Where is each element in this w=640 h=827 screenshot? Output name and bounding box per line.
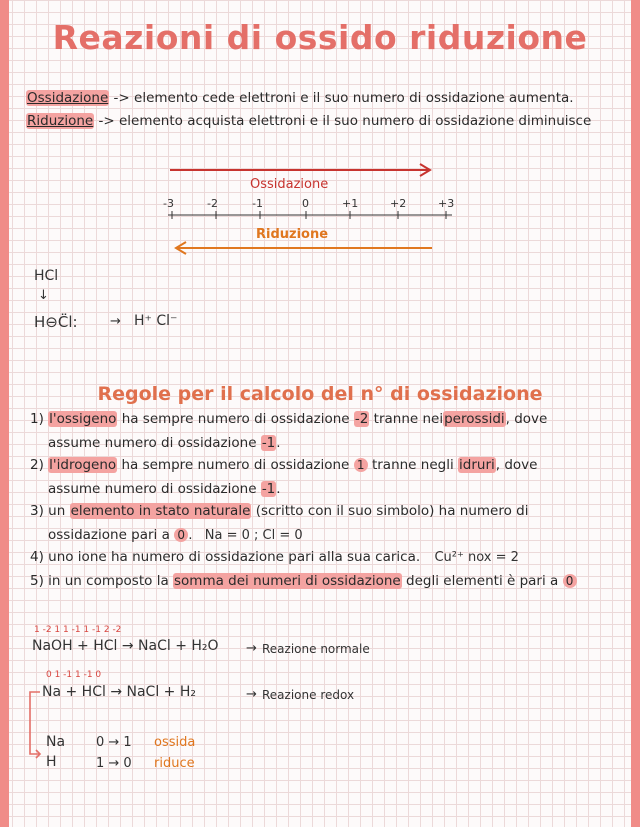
down-arrow: ↓ — [38, 288, 49, 303]
highlight-value: -1 — [261, 481, 276, 497]
rule-number: 1) — [30, 411, 44, 427]
left-border — [0, 0, 9, 827]
rule-text: tranne nei — [373, 411, 444, 427]
hcl-lewis-structure: H⊖C̈l: — [34, 313, 78, 331]
highlight-value: 1 — [354, 458, 368, 472]
highlight-value: 0 — [174, 528, 188, 542]
definition-reduction — [26, 113, 591, 129]
page-title: Reazioni di ossido riduzione — [52, 18, 588, 57]
rule-text: , dove — [505, 411, 548, 427]
reduction-label: Riduzione — [256, 227, 329, 242]
highlight-value: 0 — [563, 574, 577, 588]
redox-arrow: → — [246, 687, 257, 702]
normal-oxidation-numbers: 1 -2 1 1 -1 1 -1 2 -2 — [34, 625, 122, 635]
rule-text: ha sempre numero di ossidazione — [121, 457, 350, 473]
rule-text: assume numero di ossidazione — [48, 481, 257, 497]
rule-text: ossidazione pari a — [48, 527, 170, 543]
redox-reaction-label: Reazione redox — [262, 688, 355, 702]
hcl-ions: H⁺ Cl⁻ — [134, 313, 178, 329]
rule-3 — [30, 500, 528, 522]
reduction-term: Riduzione — [27, 113, 94, 129]
tick-label: +2 — [390, 197, 407, 210]
highlight-value: -1 — [261, 435, 276, 451]
tick-label: 0 — [302, 197, 309, 210]
rule-number: 2) — [30, 457, 44, 473]
sodium-change: 0 → 1 — [96, 735, 132, 750]
rule-1-line-2 — [48, 432, 281, 454]
redox-oxidation-numbers: 0 1 -1 1 -1 0 — [46, 670, 102, 680]
redox-bracket — [24, 684, 48, 764]
rule-text: (scritto con il suo simbolo) ha numero di — [255, 503, 529, 519]
sodium-oxidizes: ossida — [154, 735, 196, 750]
normal-reaction-label: Reazione normale — [262, 642, 370, 656]
hydrogen-change: 1 → 0 — [96, 756, 132, 771]
tick-label: +1 — [342, 197, 359, 210]
rule-3-line-2 — [48, 524, 303, 547]
dissociation-arrow: → — [110, 314, 121, 329]
oxidation-number-line — [160, 160, 460, 260]
tick-label: -2 — [207, 197, 218, 210]
oxidation-text: -> elemento cede elettroni e il suo numero di ossidazione aumenta. — [113, 90, 574, 106]
rule-2 — [30, 454, 537, 476]
rule-text: 4) uno ione ha numero di ossidazione pari alla sua carica. — [30, 549, 421, 565]
rule-text: . — [276, 435, 281, 451]
normal-reaction-equation: NaOH + HCl → NaCl + H₂O — [32, 638, 219, 654]
rule-text: 5) in un composto la — [30, 573, 169, 589]
highlight-sum: somma dei numeri di ossidazione — [174, 573, 401, 589]
oxidation-term: Ossidazione — [27, 90, 109, 106]
highlight-hydrogen: l'idrogeno — [49, 457, 117, 473]
rule-3-example: Na = 0 ; Cl = 0 — [204, 528, 303, 543]
rule-2-line-2 — [48, 478, 281, 500]
redox-reaction-equation: Na + HCl → NaCl + H₂ — [42, 684, 196, 700]
bracket-line — [30, 692, 40, 754]
normal-arrow: → — [246, 641, 257, 656]
hydrogen-reduces: riduce — [154, 756, 195, 771]
rule-number: 3) un — [30, 503, 66, 519]
right-border — [631, 0, 640, 827]
rule-text: , dove — [495, 457, 538, 473]
reduction-text: -> elemento acquista elettroni e il suo numero di ossidazione diminuisce — [98, 113, 592, 129]
rule-text: tranne negli — [371, 457, 454, 473]
sodium-symbol: Na — [46, 734, 66, 750]
rule-text: degli elementi è pari a — [406, 573, 559, 589]
rule-4 — [30, 546, 519, 569]
rule-1 — [30, 408, 547, 430]
tick-label: +3 — [438, 197, 455, 210]
highlight-natural-element: elemento in stato naturale — [70, 503, 251, 519]
rule-4-example: Cu²⁺ nox = 2 — [434, 550, 519, 565]
tick-label: -1 — [252, 197, 263, 210]
highlight-hydrides: idruri — [459, 457, 495, 473]
rule-text: assume numero di ossidazione — [48, 435, 257, 451]
hcl-formula: HCl — [34, 268, 59, 284]
tick-label: -3 — [163, 197, 174, 210]
highlight-peroxides: perossidi — [444, 411, 505, 427]
definition-oxidation — [26, 90, 574, 106]
rules-heading: Regole per il calcolo del n° di ossidazione — [97, 383, 543, 405]
rule-text: . — [276, 481, 281, 497]
highlight-oxygen: l'ossigeno — [49, 411, 117, 427]
hydrogen-symbol: H — [46, 754, 57, 770]
rule-5 — [30, 570, 577, 592]
oxidation-label: Ossidazione — [250, 177, 329, 192]
rule-text: ha sempre numero di ossidazione — [121, 411, 350, 427]
rule-text: . — [188, 527, 193, 543]
highlight-value: -2 — [354, 411, 369, 427]
